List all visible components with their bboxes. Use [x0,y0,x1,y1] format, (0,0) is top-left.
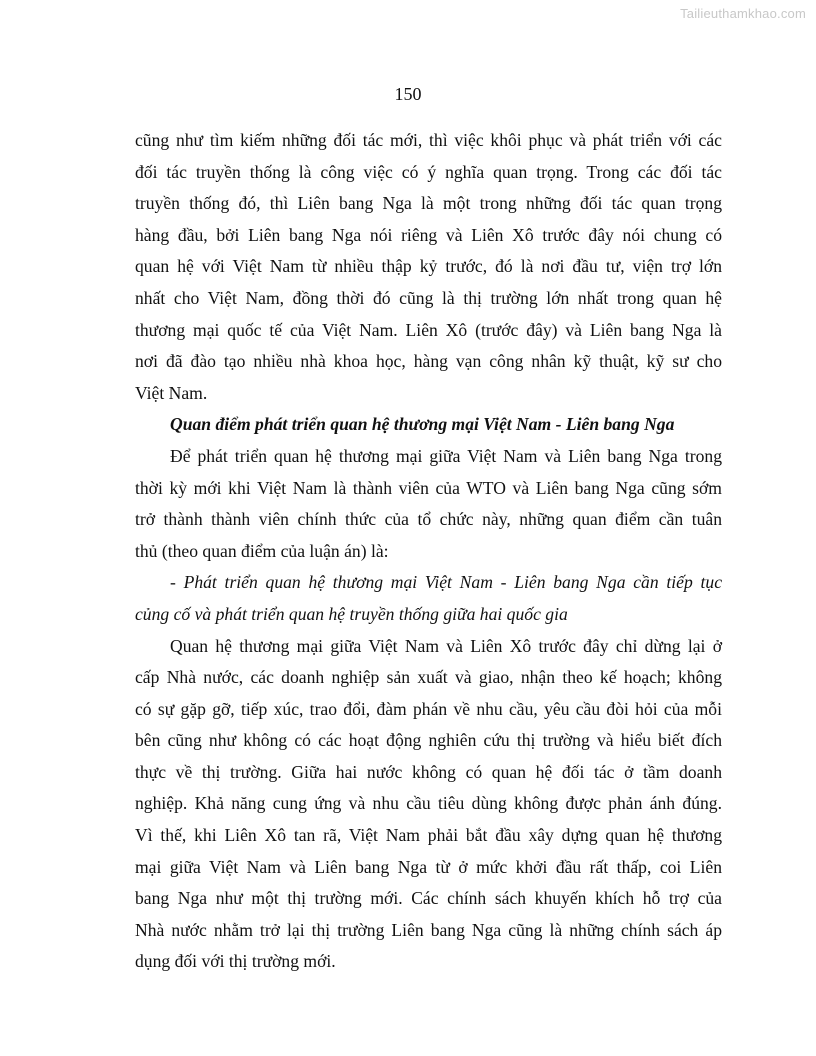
text-line: trở thành thành viên chính thức của tổ chức này, những quan điểm cần tuân [135,509,722,530]
text-line: mại giữa Việt Nam và Liên bang Nga từ ở mức khởi đầu rất thấp, coi Liên [135,856,722,877]
point-line: - Phát triển quan hệ thương mại Việt Nam - Liên bang Nga cần tiếp tục [170,572,722,593]
text-line: đối tác truyền thống là công việc có ý nghĩa quan trọng. Trong các đối tác [135,161,722,182]
point-line: củng cố và phát triển quan hệ truyền thống giữa hai quốc gia [135,603,568,624]
text-line: thực về thị trường. Giữa hai nước không có quan hệ đối tác ở tầm doanh [135,761,722,782]
text-line: cấp Nhà nước, các doanh nghiệp sản xuất và giao, nhận theo kế hoạch; không [135,667,722,688]
text-line: có sự gặp gỡ, tiếp xúc, trao đổi, đàm phán về nhu cầu, yêu cầu đòi hỏi của mỗi [135,698,722,719]
text-line: cũng như tìm kiếm những đối tác mới, thì việc khôi phục và phát triển với các [135,130,722,150]
text-line: hàng đầu, bởi Liên bang Nga nói riêng và Liên Xô trước đây nói chung có [135,224,722,245]
text-line: Vì thế, khi Liên Xô tan rã, Việt Nam phải bắt đầu xây dựng quan hệ thương [135,825,722,846]
text-line: nhất cho Việt Nam, đồng thời đó cũng là thị trường lớn nhất trong quan hệ [135,287,722,308]
text-line: dụng đối với thị trường mới. [135,951,336,972]
text-line: nơi đã đào tạo nhiều nhà khoa học, hàng vạn công nhân kỹ thuật, kỹ sư cho [135,351,722,372]
section-heading: Quan điểm phát triển quan hệ thương mại Việt Nam - Liên bang Nga [170,414,675,435]
text-line: bang Nga như một thị trường mới. Các chính sách khuyến khích hỗ trợ của [135,888,722,909]
text-line: Nhà nước nhằm trở lại thị trường Liên bang Nga cũng là những chính sách áp [135,919,722,940]
page-number: 150 [394,84,422,104]
text-line: Việt Nam. [135,382,208,403]
text-line: thương mại quốc tế của Việt Nam. Liên Xô (trước đây) và Liên bang Nga là [135,319,722,340]
text-line: quan hệ với Việt Nam từ nhiều thập kỷ trước, đó là nơi đầu tư, viện trợ lớn [135,256,722,277]
text-line: thủ (theo quan điểm của luận án) là: [135,540,389,561]
text-line: thời kỳ mới khi Việt Nam là thành viên của WTO và Liên bang Nga cũng sớm [135,477,722,498]
text-line: truyền thống đó, thì Liên bang Nga là một trong những đối tác quan trọng [135,193,722,214]
page-body [135,125,722,978]
watermark: Tailieuthamkhao.com [680,6,806,21]
text-line: Để phát triển quan hệ thương mại giữa Việt Nam và Liên bang Nga trong [170,445,722,466]
text-line: nghiệp. Khả năng cung ứng và nhu cầu tiêu dùng không được phản ánh đúng. [135,793,722,814]
text-line: Quan hệ thương mại giữa Việt Nam và Liên Xô trước đây chỉ dừng lại ở [170,635,722,656]
text-line: bên cũng như không có các hoạt động nghiên cứu thị trường và hiểu biết đích [135,730,722,751]
